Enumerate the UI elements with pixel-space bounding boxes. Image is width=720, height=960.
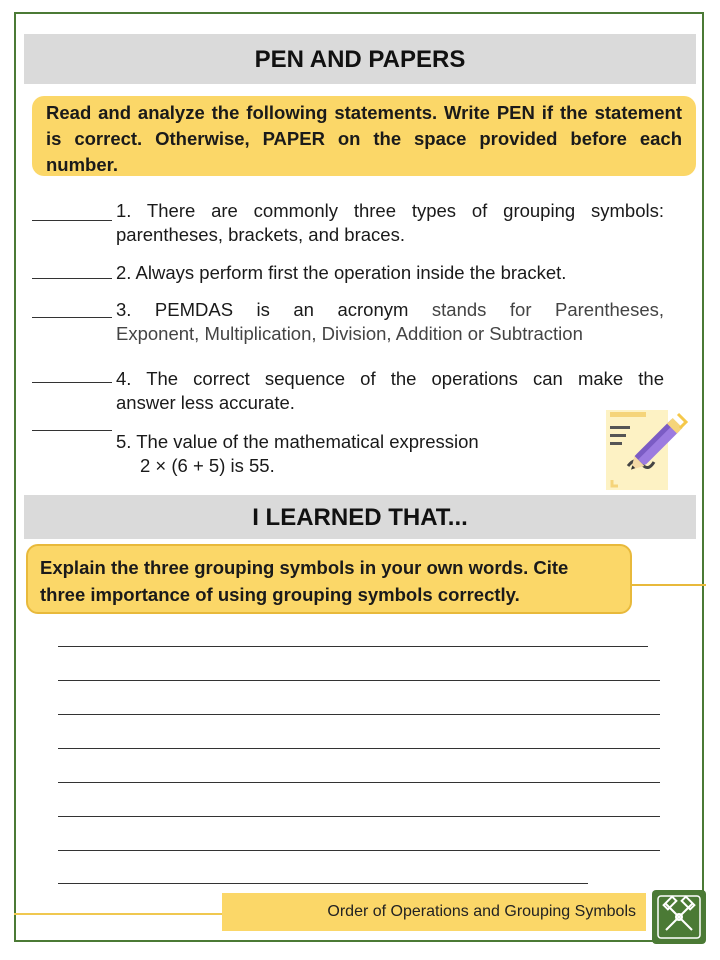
prompt-box <box>26 544 632 614</box>
question-4-line-2: answer less accurate. <box>116 392 295 413</box>
section-header-i-learned-that: I LEARNED THAT... <box>24 495 696 539</box>
writing-line-5[interactable] <box>58 782 660 783</box>
question-1-line-1: 1. There are commonly three types of grouping symbols: <box>116 200 664 221</box>
writing-line-6[interactable] <box>58 816 660 817</box>
prompt-line-1: Explain the three grouping symbols in your own words. Cite <box>40 557 569 578</box>
question-5-text <box>116 430 664 478</box>
prompt-line-2: three importance of using grouping symbols correctly. <box>40 584 520 605</box>
question-3-text <box>116 298 664 346</box>
section-header-pen-and-papers: PEN AND PAPERS <box>24 34 696 84</box>
writing-line-8[interactable] <box>58 883 588 884</box>
instructions-box: Read and analyze the following statements. Write PEN if the statement is correct. Otherwise, PAPER on the space provided before each number. <box>32 96 696 176</box>
writing-line-4[interactable] <box>58 748 660 749</box>
question-4-text <box>116 367 664 415</box>
prompt-connector-line <box>632 584 706 586</box>
writing-line-7[interactable] <box>58 850 660 851</box>
question-5-line-1: 5. The value of the mathematical expression <box>116 431 479 452</box>
writing-line-1[interactable] <box>58 646 648 647</box>
answer-blank-5[interactable] <box>32 430 112 431</box>
question-3-line-1a: 3. PEMDAS is an acronym <box>116 299 432 320</box>
question-3-line-1b: stands for Parentheses, <box>431 299 664 320</box>
writing-line-2[interactable] <box>58 680 660 681</box>
question-1-line-2: parentheses, brackets, and braces. <box>116 224 405 245</box>
question-3-line-2: Exponent, Multiplication, Division, Addition or Subtraction <box>116 323 583 344</box>
question-5-line-2: 2 × (6 + 5) is 55. <box>140 455 275 476</box>
answer-blank-2[interactable] <box>32 278 112 279</box>
question-3-line-1 <box>116 298 664 322</box>
pencil-paper-icon <box>602 404 694 492</box>
answer-blank-1[interactable] <box>32 220 112 221</box>
answer-blank-4[interactable] <box>32 382 112 383</box>
question-4-line-1: 4. The correct sequence of the operations can make the <box>116 368 664 389</box>
question-1-text <box>116 199 664 247</box>
question-2-text <box>116 261 664 285</box>
question-2-line-1: 2. Always perform first the operation inside the bracket. <box>116 262 567 283</box>
answer-blank-3[interactable] <box>32 317 112 318</box>
writing-line-3[interactable] <box>58 714 660 715</box>
footer-accent-line <box>14 913 224 915</box>
geometry-tools-icon <box>652 890 706 944</box>
footer-title: Order of Operations and Grouping Symbols <box>222 893 646 931</box>
